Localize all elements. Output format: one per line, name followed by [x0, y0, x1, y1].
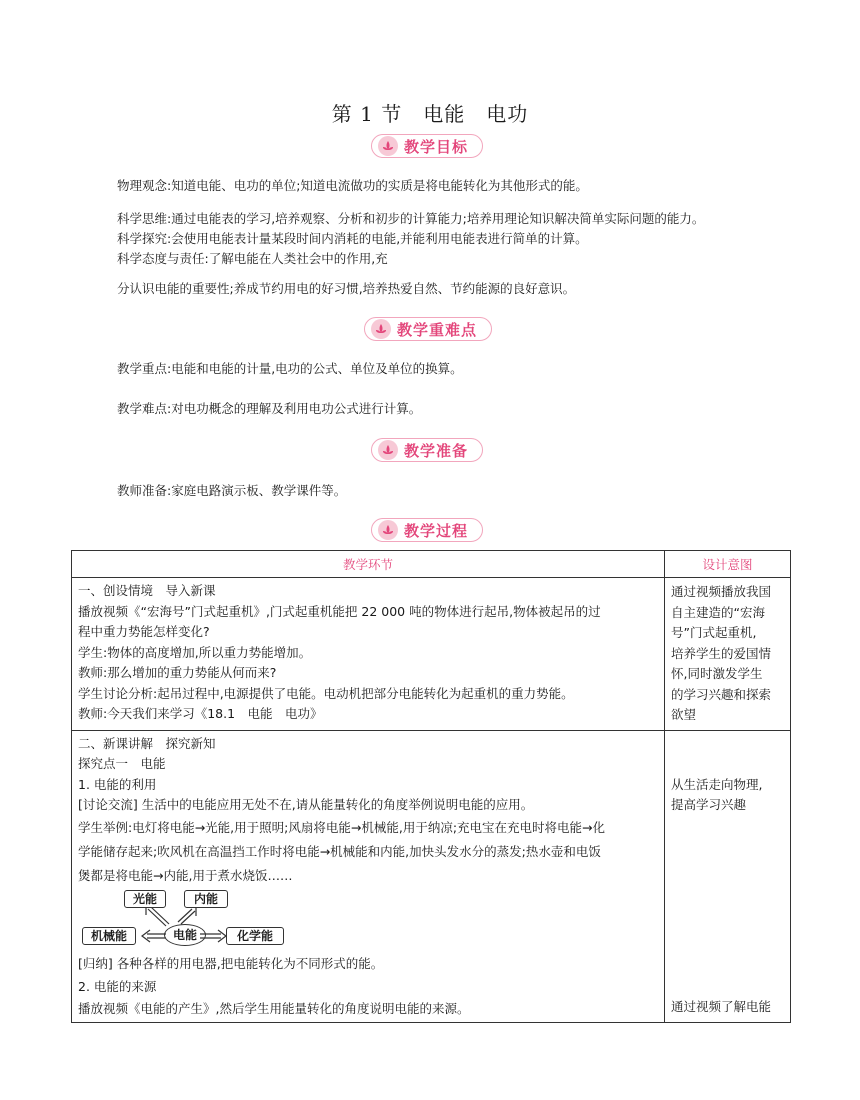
section-label: 教学目标	[404, 137, 469, 156]
objective-line: 物理观念:知道电能、电功的单位;知道电流做功的实质是将电能转化为其他形式的能。	[117, 178, 588, 193]
preparation-line: 教师准备:家庭电路演示板、教学课件等。	[117, 483, 347, 498]
text-line: 播放视频《“宏海号”门式起重机》,门式起重机能把 22 000 吨的物体进行起吊,物体被起吊的过	[78, 603, 601, 619]
text-line: 程中重力势能怎样变化?	[78, 624, 210, 639]
objective-line: 科学探究:会使用电能表计量某段时间内消耗的电能,并能利用电能表进行简单的计算。	[117, 231, 588, 246]
keypoint-line: 教学难点:对电功概念的理解及利用电功公式进行计算。	[117, 401, 422, 416]
section-label: 教学过程	[404, 521, 469, 540]
objective-line: 科学思维:通过电能表的学习,培养观察、分析和初步的计算能力;培养用理论知识解决简单实际问题的能力。	[117, 211, 705, 226]
text-line: 探究点一 电能	[78, 756, 166, 771]
text-line: 提高学习兴趣	[671, 797, 747, 812]
text-line: 一、创设情境 导入新课	[78, 583, 216, 598]
section-label: 教学准备	[404, 441, 469, 460]
text-line: 播放视频《电能的产生》,然后学生用能量转化的角度说明电能的来源。	[78, 1000, 470, 1016]
objective-line: 科学态度与责任:了解电能在人类社会中的作用,充	[117, 251, 388, 266]
text-line: 从生活走向物理,	[671, 776, 763, 792]
text-line: 学生:物体的高度增加,所以重力势能增加。	[78, 644, 312, 660]
text-line: [讨论交流] 生活中的电能应用无处不在,请从能量转化的角度举例说明电能的应用。	[78, 797, 534, 812]
node-electric-energy: 电能	[164, 924, 206, 946]
section-label: 教学重难点	[397, 320, 478, 339]
text-line: 的学习兴趣和探索	[671, 686, 772, 702]
text-line: 通过视频播放我国	[671, 584, 772, 599]
node-chemical-energy: 化学能	[226, 927, 284, 945]
section-badge-process	[371, 518, 483, 542]
node-internal-energy: 内能	[184, 890, 228, 908]
text-line: 2. 电能的来源	[78, 978, 157, 994]
text-line: 自主建造的“宏海	[671, 604, 765, 620]
text-line: 二、新课讲解 探究新知	[78, 735, 216, 751]
text-line: 学生举例:电灯将电能→光能,用于照明;风扇将电能→机械能,用于纳凉;充电宝在充电时将电能→化	[78, 819, 606, 835]
section-badge-preparation	[371, 438, 483, 462]
table-row	[72, 578, 791, 731]
energy-conversion-diagram	[80, 888, 480, 952]
section-badge-objectives	[371, 134, 483, 158]
text-line: [归纳] 各种各样的用电器,把电能转化为不同形式的能。	[78, 955, 384, 971]
lotus-icon	[378, 440, 398, 460]
row2-content	[72, 730, 665, 1022]
keypoint-line: 教学重点:电能和电能的计量,电功的公式、单位及单位的换算。	[117, 361, 463, 376]
section-badge-keypoints	[364, 317, 492, 341]
text-line: 教师:那么增加的重力势能从何而来?	[78, 665, 277, 680]
text-line: 教师:今天我们来学习《18.1 电能 电功》	[78, 706, 323, 721]
row1-intent	[665, 578, 791, 731]
text-line: 怀,同时激发学生	[671, 666, 763, 681]
text-line: 1. 电能的利用	[78, 776, 157, 792]
page-title: 第 1 节 电能 电功	[331, 102, 529, 126]
spacer	[671, 735, 784, 775]
header-teaching-step: 教学环节	[72, 551, 665, 578]
text-line: 煲都是将电能→内能,用于煮水烧饭……	[78, 867, 293, 883]
node-mechanical-energy: 机械能	[82, 927, 136, 945]
lotus-icon	[378, 136, 398, 156]
text-line: 培养学生的爱国情	[671, 645, 772, 661]
row2-intent	[665, 730, 791, 1022]
text-line: 学生讨论分析:起吊过程中,电源提供了电能。电动机把部分电能转化为起重机的重力势能。	[78, 685, 574, 701]
objective-line: 分认识电能的重要性;养成节约用电的好习惯,培养热爱自然、节约能源的良好意识。	[117, 281, 576, 296]
text-line: 号”门式起重机,	[671, 625, 757, 640]
row1-content	[72, 578, 665, 731]
table-header-row	[72, 551, 791, 578]
lotus-icon	[378, 520, 398, 540]
node-light-energy: 光能	[124, 890, 166, 908]
table-row	[72, 730, 791, 1022]
text-line: 学能储存起来;吹风机在高温挡工作时将电能→机械能和内能,加快头发水分的蒸发;热水壶和电饭	[78, 843, 601, 859]
header-design-intent: 设计意图	[665, 551, 791, 578]
teaching-process-table	[71, 550, 791, 1023]
lotus-icon	[371, 319, 391, 339]
text-line: 欲望	[671, 707, 697, 722]
text-line: 通过视频了解电能	[671, 999, 772, 1014]
